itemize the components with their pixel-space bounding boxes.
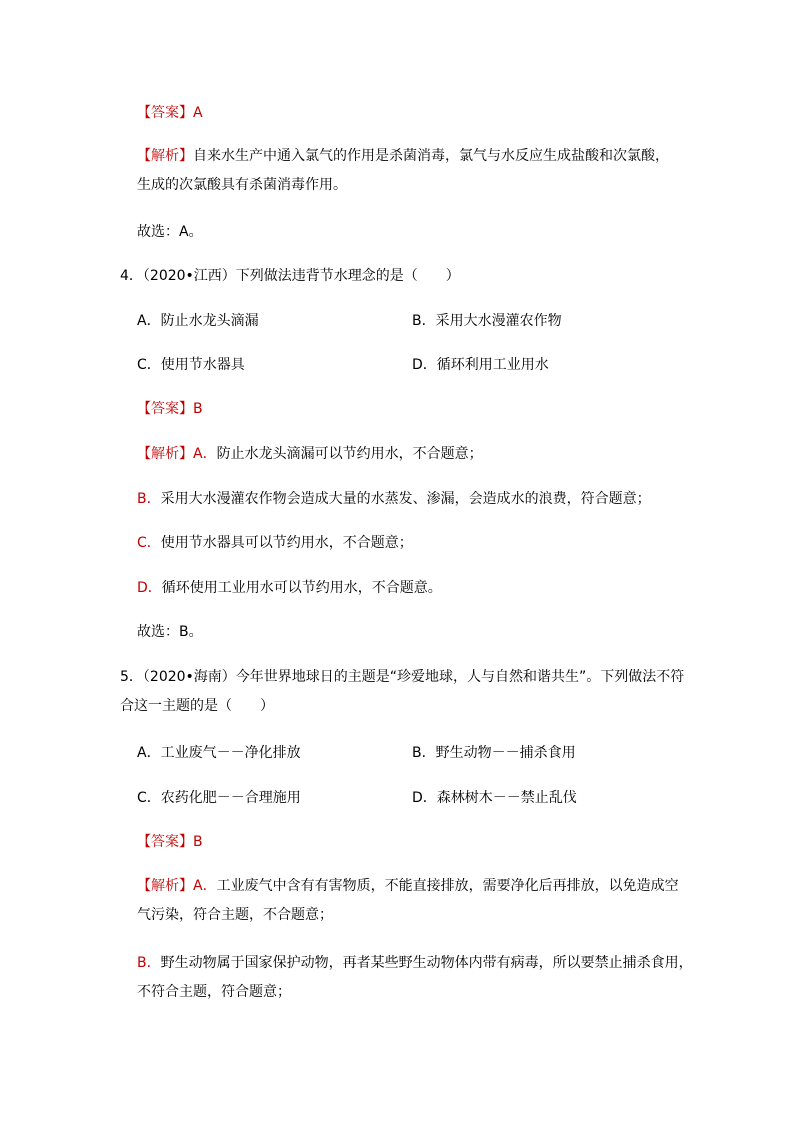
answer-label: 【答案】 — [137, 105, 193, 121]
q5-answer — [137, 832, 203, 852]
explanation-label: 【解析】 — [137, 878, 193, 894]
q5-explanation-a-line-1: 【解析】A．工业废气中含有有害物质，不能直接排放，需要净化后再排放，以免造成空 — [137, 878, 679, 894]
answer-value: B — [193, 401, 203, 417]
q4-explanation-b: B．采用大水漫灌农作物会造成大量的水蒸发、渗漏，会造成水的浪费，符合题意； — [137, 491, 651, 507]
q4-option-b: B．采用大水漫灌农作物 — [412, 313, 562, 329]
q5-question-line-1: 5．（2020•海南）今年世界地球日的主题是“珍爱地球，人与自然和谐共生”。下列做法不符 — [120, 669, 685, 685]
q4-answer — [137, 399, 203, 419]
q4-option-a: A．防止水龙头滴漏 — [137, 313, 259, 329]
q3-conclusion: 故选：A。 — [137, 224, 203, 240]
q3-answer — [137, 103, 203, 123]
answer-label: 【答案】 — [137, 401, 193, 417]
answer-label: 【答案】 — [137, 834, 193, 850]
q4-explanation-c: C．使用节水器具可以节约用水，不合题意； — [137, 535, 413, 551]
explanation-label: 【解析】 — [137, 148, 193, 164]
q5-explanation-b-line-1: B．野生动物属于国家保护动物，再者某些野生动物体内带有病毒，所以要禁止捕杀食用， — [137, 955, 693, 971]
q4-option-c: C．使用节水器具 — [137, 357, 245, 373]
answer-value: A — [193, 105, 203, 121]
q5-option-c: C．农药化肥－－合理施用 — [137, 790, 301, 806]
q5-question-line-2: 合这一主题的是（ ） — [120, 698, 274, 714]
q4-conclusion: 故选：B。 — [137, 624, 203, 640]
q4-question: 4．（2020•江西）下列做法违背节水理念的是（ ） — [120, 268, 460, 284]
q3-explanation-line-1: 【解析】自来水生产中通入氯气的作用是杀菌消毒，氯气与水反应生成盐酸和次氯酸， — [137, 148, 669, 164]
q4-option-d: D．循环利用工业用水 — [412, 357, 549, 373]
q5-option-a: A．工业废气－－净化排放 — [137, 745, 301, 761]
explanation-label: 【解析】 — [137, 446, 193, 462]
q4-explanation-a: 【解析】A．防止水龙头滴漏可以节约用水，不合题意； — [137, 446, 483, 462]
q3-explanation-line-2: 生成的次氯酸具有杀菌消毒作用。 — [137, 177, 347, 193]
q5-explanation-b-line-2: 不符合主题，符合题意； — [137, 984, 291, 1000]
q5-explanation-a-line-2: 气污染，符合主题，不合题意； — [137, 907, 333, 923]
q4-explanation-d: D．循环使用工业用水可以节约用水，不合题意。 — [137, 580, 442, 596]
answer-value: B — [193, 834, 203, 850]
q5-option-b: B．野生动物－－捕杀食用 — [412, 745, 576, 761]
q5-option-d: D．森林树木－－禁止乱伐 — [412, 790, 577, 806]
